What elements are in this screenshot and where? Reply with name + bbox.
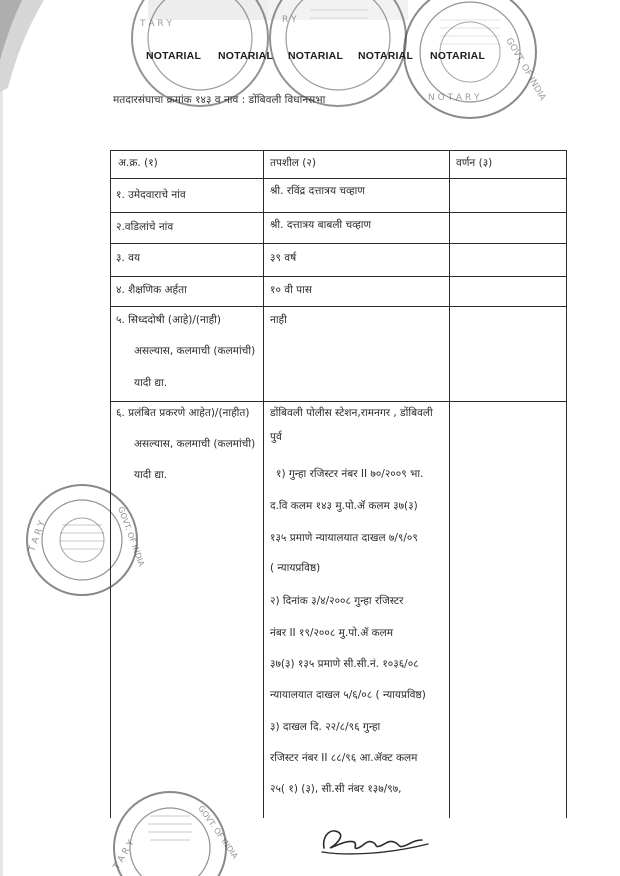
- table-divider: [110, 401, 567, 402]
- svg-text:T A R Y: T A R Y: [140, 19, 172, 29]
- row-label-pending-cases: यादी द्या.: [134, 469, 168, 481]
- candidate-name-value: श्री. रविंद्र दत्तात्रय चव्हाण: [270, 185, 365, 197]
- pending-case-line: ( न्यायप्रविष्ठ): [270, 562, 321, 574]
- svg-text:GOVT. OF INDIA: GOVT. OF INDIA: [503, 36, 548, 103]
- table-border-top: [110, 150, 567, 151]
- pending-case-line: द.वि कलम १४३ मु.पो.ॲ कलम ३७(३): [270, 500, 418, 512]
- father-name-value: श्री. दत्तात्रय बाबली चव्हाण: [270, 219, 372, 231]
- notarial-label: NOTARIAL: [288, 50, 344, 62]
- notarial-strip: [138, 48, 486, 68]
- column-header-serial: अ.क्र. (१): [118, 157, 158, 169]
- row-label-convictions: ५. सिध्ददोषी (आहे)/(नाही): [116, 314, 221, 326]
- pending-case-line: २५( १) (३), सी.सी नंबर १३७/९७,: [270, 783, 402, 795]
- svg-text:R Y: R Y: [282, 15, 297, 25]
- notary-seal-left: [22, 480, 147, 600]
- column-header-description: वर्णन (३): [456, 157, 493, 169]
- svg-text:T A R Y: T A R Y: [111, 838, 137, 872]
- row-label-pending-cases: असल्यास, कलमाची (कलमांची): [134, 438, 256, 450]
- pending-case-line: नंबर II १९/२००८ मु.पो.ॲ कलम: [270, 627, 394, 639]
- notarial-label: NOTARIAL: [430, 50, 486, 62]
- pending-case-line: पुर्व: [270, 431, 282, 443]
- table-divider: [110, 276, 567, 277]
- table-divider: [110, 178, 567, 179]
- row-label-convictions: यादी द्या.: [134, 377, 168, 389]
- notarial-label: NOTARIAL: [218, 50, 274, 62]
- row-label-convictions: असल्यास, कलमाची (कलमांची): [134, 345, 256, 357]
- row-label-pending-cases: ६. प्रलंबित प्रकरणे आहेत)/(नाहीत): [116, 407, 250, 419]
- svg-text:GOVT. OF INDIA: GOVT. OF INDIA: [116, 505, 147, 568]
- pending-case-line: डोंबिवली पोलीस स्टेशन,रामनगर , डोंबिवली: [270, 407, 433, 419]
- pending-case-line: न्यायालयात दाखल ५/६/०८ ( न्यायप्रविष्ठ): [270, 689, 426, 701]
- table-border-right: [566, 150, 567, 818]
- svg-text:GOVT. OF INDIA: GOVT. OF INDIA: [196, 803, 240, 861]
- table-border-left: [110, 150, 111, 818]
- table-divider: [110, 306, 567, 307]
- pending-case-line: १) गुन्हा रजिस्टर नंबर II ७०/२००९ भा.: [276, 468, 424, 480]
- row-label-candidate-name: १. उमेदवाराचे नांव: [116, 189, 186, 201]
- row-label-age: ३. वय: [116, 252, 141, 264]
- notarial-label: NOTARIAL: [358, 50, 414, 62]
- table-column-divider: [449, 150, 450, 818]
- column-header-details: तपशील (२): [270, 157, 316, 169]
- svg-text:N O T A R Y: N O T A R Y: [428, 93, 480, 103]
- pending-case-line: ३) दाखल दि. २२/८/९६ गुन्हा: [270, 721, 381, 733]
- pending-case-line: २) दिनांक ३/४/२००८ गुन्हा रजिस्टर: [270, 595, 404, 607]
- pending-case-line: ३७(३) १३५ प्रमाणे सी.सी.नं. १०३६/०८: [270, 658, 419, 670]
- svg-text:T A R Y: T A R Y: [27, 519, 48, 554]
- education-value: १० वी पास: [270, 284, 312, 296]
- constituency-heading: मतदारसंघाचा क्रमांक १४३ व नाव : डोंबिवली विधानसभा: [113, 94, 326, 106]
- convictions-value: नाही: [270, 314, 287, 326]
- pending-case-line: रजिस्टर नंबर II ८८/९६ आ.ॲक्ट कलम: [270, 752, 418, 764]
- pending-case-line: १३५ प्रमाणे न्यायालयात दाखल ७/९/०९: [270, 532, 418, 544]
- age-value: ३९ वर्ष: [270, 252, 297, 264]
- table-divider: [110, 243, 567, 244]
- table-divider: [110, 212, 567, 213]
- notary-seal-bottom: [110, 786, 240, 876]
- table-column-divider: [263, 150, 264, 818]
- row-label-education: ४. शैक्षणिक अर्हता: [116, 284, 187, 296]
- handwritten-signature: [318, 818, 438, 860]
- notarial-label: NOTARIAL: [146, 50, 202, 62]
- row-label-father-name: २.वडिलांचे नांव: [116, 221, 174, 233]
